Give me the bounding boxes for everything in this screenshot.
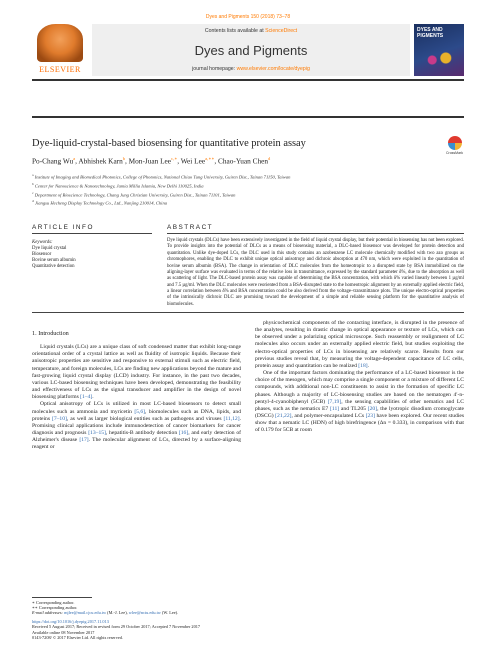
keywords-heading: Keywords: xyxy=(32,240,53,245)
corresponding-author-2: ∗∗ Corresponding author. xyxy=(32,604,78,610)
journal-cover-thumbnail[interactable] xyxy=(414,24,464,76)
contents-line xyxy=(92,28,410,34)
email-link-1[interactable]: mjlee@mail.cjcu.edu.tw xyxy=(64,610,107,616)
paragraph-text: , the lyotropic disodium cromoglycate (DSCG) xyxy=(255,405,464,420)
body-top-rule xyxy=(32,312,464,313)
online-date: Available online 08 November 2017 xyxy=(32,629,95,635)
section-title: 1. Introduction xyxy=(32,330,69,337)
keyword: Quantitative detection xyxy=(32,263,75,269)
citation-link[interactable]: [16] xyxy=(178,430,189,437)
paragraph-text: Liquid crystals (LCs) are a unique class of soft condensed matter that exhibit long-range orientational order of a crystal lattice as well as fluidity of isotropic liquids. Because their anisotropic properties are sensitive and responsive to external stimuli such as electric field, temperature, and foreign molecules, LCs are finding new applications beyond the mature and fast-growing liquid crystal display (LCD) industry. For instance, in the past two decades, various LC-based biosensing techniques have been developed, demonstrating the feasibility and effectiveness of LCs as the signal transducer and amplifier in the design of novel biosensing platforms xyxy=(32,344,241,401)
paragraph-text: , biomolecules such as DNA, lipids, and proteins xyxy=(32,408,241,422)
paragraph-text: . Promising clinical applications include immunodetection of cancer biomarkers for cancer diagnosis and prognosis xyxy=(32,415,241,437)
citation-link[interactable]: [7–10] xyxy=(51,415,67,422)
affiliation-line: $^c$ Department of Bioscience Technology, Chang Jung Christian University, Guiren Dist., Tainan 71101, Taiwan xyxy=(32,190,236,198)
elsevier-tree-icon xyxy=(37,24,83,62)
received-dates: Received 5 August 2017; Received in revised form 29 October 2017; Accepted 7 November 2017 xyxy=(32,624,201,630)
body-paragraph xyxy=(255,320,464,370)
author-affil-mark: a xyxy=(73,156,76,161)
author-affil-mark: c,∗ xyxy=(171,156,178,161)
running-head: Dyes and Pigments 150 (2018) 73–78 xyxy=(205,14,291,20)
paragraph-text: Optical anisotropy of LCs is utilized in most LC-based biosensors to detect small molecules such as ammonia and myricetin xyxy=(32,401,241,415)
body-paragraph xyxy=(32,401,241,451)
keywords-block xyxy=(32,240,152,270)
journal-header xyxy=(92,24,410,76)
cover-art-icon xyxy=(422,50,456,70)
crossmark-icon xyxy=(448,136,462,150)
author-name[interactable]: Abhishek Karn xyxy=(78,156,123,166)
affiliation-line: $^a$ Institute of Imaging and Biomedical Photonics, College of Photonics, National Chiao Tung University, Guiren Dist., Tainan 71150, Taiwan xyxy=(32,173,291,180)
keyword: Biosensor xyxy=(32,251,52,257)
author-name[interactable]: Wei Lee xyxy=(180,156,206,166)
homepage-link[interactable]: www.elsevier.com/locate/dyepig xyxy=(236,66,310,72)
footnotes xyxy=(32,597,241,640)
article-title: Dye-liquid-crystal-based biosensing for quantitative protein assay xyxy=(32,138,306,149)
citation-link[interactable]: [17] xyxy=(79,437,89,444)
paragraph-text: , as well as larger biological entities such as pathogens and viruses xyxy=(66,415,224,422)
crossmark-label: CrossMark xyxy=(446,151,463,155)
paragraph-text: , and polymer-encapsulated LCs xyxy=(291,413,366,420)
right-paragraphs xyxy=(255,320,464,435)
author-name[interactable]: Mon-Juan Lee xyxy=(128,156,172,166)
citation-link[interactable]: [5,6] xyxy=(134,408,146,415)
left-paragraphs xyxy=(32,344,241,451)
email-owner-2: (W. Lee). xyxy=(160,610,179,616)
affiliations xyxy=(32,172,452,207)
header-rule xyxy=(32,79,464,81)
homepage-prefix: journal homepage: xyxy=(192,66,236,72)
email-link-2[interactable]: wlee@nctu.edu.tw xyxy=(128,610,161,616)
body-paragraph xyxy=(32,344,241,401)
keyword: Dye liquid crystal xyxy=(32,245,67,251)
crossmark-badge[interactable] xyxy=(446,136,463,156)
citation-link[interactable]: [13–15] xyxy=(88,430,106,437)
author-affil-mark: d xyxy=(268,156,271,161)
elsevier-logo[interactable] xyxy=(32,24,88,76)
author-affil-mark: a,∗∗ xyxy=(205,156,215,161)
publisher-name: ELSEVIER xyxy=(39,65,81,74)
citation-link[interactable]: [11,12] xyxy=(223,415,240,422)
email-owner-1: (M.-J. Lee), xyxy=(106,610,129,616)
paragraph-text: . The molecular alignment of LCs, directed by a surface-aligning reagent or xyxy=(32,437,241,451)
paragraph-text: , and early detection of Alzheimer's disease xyxy=(32,430,241,444)
doi-link[interactable]: https://doi.org/10.1016/j.dyepig.2017.11.013 xyxy=(32,618,109,624)
citation-link[interactable]: [23] xyxy=(365,413,375,420)
body-column-left xyxy=(32,330,241,452)
affiliation-line: $^d$ Jiangsu Hecheng Display Technology Co., Ltd., Nanjing 210014, China xyxy=(32,199,168,207)
paragraph-text: and TL205 xyxy=(339,405,368,412)
author-name[interactable]: Chao-Yuan Chen xyxy=(217,156,269,166)
paragraph-text: . xyxy=(367,362,370,369)
sciencedirect-link[interactable]: ScienceDirect xyxy=(265,28,298,34)
journal-banner xyxy=(32,24,464,76)
body-column-right xyxy=(255,320,464,435)
citation-link[interactable]: [11] xyxy=(330,405,340,412)
citation-link[interactable]: [20] xyxy=(367,405,378,412)
paragraph-text: , the sensing capabilities of other nematics and LC phases, such as the nematics E7 xyxy=(255,398,464,412)
citation-link[interactable]: [18] xyxy=(358,362,368,369)
journal-title: Dyes and Pigments xyxy=(194,43,308,58)
article-info-rule xyxy=(32,233,152,234)
citation-link[interactable]: [1–4] xyxy=(80,394,93,401)
author-name[interactable]: Po-Chang Wu xyxy=(32,156,74,166)
article-info-heading: ARTICLE INFO xyxy=(32,224,94,231)
journal-homepage-line xyxy=(92,66,410,72)
abstract-text: Dye liquid crystals (DLCs) have been extensively investigated in the field of liquid crystal display, but their potential in biosensing has not been explored. To provide insights into the potential of DLCs as a means of biosensing material, a DLC-based biosensor was developed for protein detection and quantitation. Unlike dye-doped LCs, the DLC used in this study contains an azobenzene LC molecule chemically modified with two azo groups as chromophores, enabling the DLC to exhibit unique optical anisotropy and dichroic absorption at 470 nm, which were exploited in the quantitation of bovine serum albumin (BSA). The change in orientation of DLC molecules from the homeotropic to a disrupted state by BSA immobilized on the aligning-layer surface was evaluated in terms of the relative loss in transmittance, expressed by the standard parameter δ%, due to the absorption as well as scattering of light. The DLC-based protein assay was capable of determining the BSA concentration, with which δ% varied linearly between 1 µg/ml and 7.5 µg/ml. When the DLC molecules were reoriented from a BSA-disrupted state to the homeotropic alignment by an externally applied electric field, a linear correlation between δ% and BSA concentration could be also derived from the voltage–transmittance plots. The unique electro-optical properties of the intrinsically dichroic DLC are promising toward the development of a simple and reliable sensing platform for the quantitative analysis of biomolecules. xyxy=(167,238,464,307)
paragraph-text: have been explored. Our recent studies show that a nematic LC (HDN) of high birefringence (Δn = 0.333), in comparison with that of 0.179 for 5CB at room xyxy=(255,413,465,434)
abstract-rule xyxy=(167,233,464,234)
body-paragraph xyxy=(255,370,464,434)
keyword: Bovine serum albumin xyxy=(32,257,76,263)
footnote-rule xyxy=(32,597,92,598)
author-list: Po-Chang Wu$^a$, Abhishek Karn$^b$, Mon-Juan Lee$^{c,∗}$, Wei Lee$^{a,∗∗}$, Chao-Yuan Chen$^d$ xyxy=(32,156,271,166)
author-affil-mark: b xyxy=(122,156,126,161)
paragraph-text: , hepatitis-B antibody detection xyxy=(105,430,179,437)
corresponding-author-1: ∗ Corresponding author. xyxy=(32,599,75,605)
title-top-rule xyxy=(32,116,464,118)
cover-title: DYES AND PIGMENTS xyxy=(417,27,444,39)
citation-link[interactable]: [7,19] xyxy=(327,398,342,405)
email-prefix: E-mail addresses: xyxy=(32,610,63,616)
paragraph-text: One of the important factors dominating the performance of a LC-based biosensor is the choice of the mesogen, which may comprise a single component or a mixture of different LC compounds, with additional non-LC constituents to assist in the formation of specific LC phases. Although a majority of LC-biosensing studies are based on the nematogen 4′-n-pentyl-4-cyanobiphenyl (5CB) xyxy=(255,370,464,405)
affiliation-line: $^b$ Center for Nanoscience & Nanotechnology, Jamia Millia Islamia, New Delhi 110025, India xyxy=(32,181,204,189)
contents-prefix: Contents lists available at xyxy=(204,28,264,34)
paragraph-text: physicochemical components of the contacting interface, is disrupted in the presence of the analytes, resulting in drastic change in optical appearance or texture of LCs, which can be observed under a polarizing optical microscope. Such reassembly or realignment of LC molecules also occurs under an externally applied electric field, but studies exploiting the electro-optical properties of LCs in biosensing are relatively scarce. Results from our previous studies reveal that, by measuring the voltage-dependent capacitance of LC cells, protein assay and quantitation can be realized xyxy=(255,320,464,369)
issn-copyright: 0143-7208/ © 2017 Elsevier Ltd. All rights reserved. xyxy=(32,634,123,640)
abstract-heading: ABSTRACT xyxy=(167,224,214,231)
paragraph-text: . xyxy=(92,394,94,401)
citation-link[interactable]: [21,22] xyxy=(275,413,292,420)
